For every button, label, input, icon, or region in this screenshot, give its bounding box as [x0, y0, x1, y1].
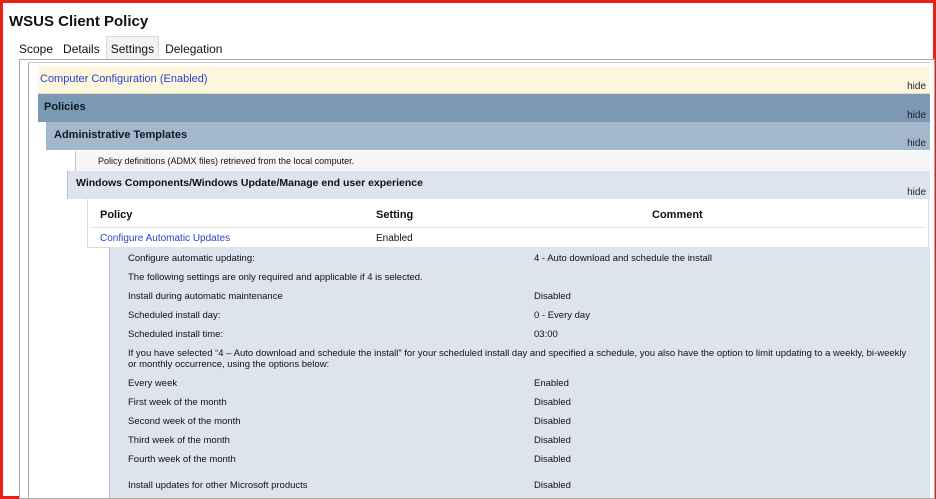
policies-header[interactable] [38, 94, 930, 122]
setting-row [128, 291, 920, 302]
setting-row [128, 310, 920, 321]
setting-label: Scheduled install day: [128, 310, 221, 321]
setting-label: Every week [128, 378, 178, 389]
settings-report-pane[interactable] [19, 59, 935, 499]
setting-label: Install during automatic maintenance [128, 291, 283, 302]
setting-value: 4 - Auto download and schedule the install [534, 253, 712, 264]
setting-value: Enabled [534, 378, 569, 389]
policies-label: Policies [44, 101, 86, 113]
windows-update-path-label: Windows Components/Windows Update/Manage end user experience [76, 177, 423, 189]
setting-value: Disabled [534, 397, 571, 408]
schedule-explanation: If you have selected “4 – Auto download and schedule the install” for your scheduled install day and specified a schedule, you also have the option to limit updating to a weekly, bi-weekly or monthly occurrence, using the options below: [128, 348, 907, 370]
setting-row [128, 435, 920, 446]
setting-label: Fourth week of the month [128, 454, 236, 465]
table-header-divider [92, 227, 924, 228]
tab-details[interactable]: Details [63, 42, 100, 56]
tab-settings[interactable]: Settings [106, 36, 159, 59]
tab-bar [15, 39, 228, 59]
policy-table [87, 199, 929, 248]
tab-scope[interactable]: Scope [19, 42, 54, 56]
setting-value: Disabled [534, 291, 571, 302]
setting-row [128, 416, 920, 427]
policy-setting-value: Enabled [376, 233, 413, 244]
policy-settings-detail [109, 247, 930, 498]
setting-row [128, 454, 920, 465]
configure-automatic-updates-link[interactable]: Configure Automatic Updates [100, 233, 231, 244]
setting-value: Disabled [534, 480, 571, 491]
policies-hide-link[interactable]: hide [907, 110, 926, 121]
setting-label: Second week of the month [128, 416, 241, 427]
report-body [28, 62, 930, 498]
setting-row [128, 378, 920, 389]
setting-value: Disabled [534, 454, 571, 465]
setting-row [128, 397, 920, 408]
computer-configuration-hide-link[interactable]: hide [907, 81, 926, 92]
setting-column-header: Setting [376, 209, 414, 221]
setting-label: Configure automatic updating: [128, 253, 255, 264]
setting-label: Third week of the month [128, 435, 230, 446]
setting-value: 0 - Every day [534, 310, 590, 321]
setting-row [128, 272, 920, 283]
window-title: WSUS Client Policy [9, 13, 149, 30]
comment-column-header: Comment [652, 209, 703, 221]
administrative-templates-label: Administrative Templates [54, 129, 188, 141]
windows-update-path-hide-link[interactable]: hide [907, 187, 926, 198]
administrative-templates-hide-link[interactable]: hide [907, 138, 926, 149]
windows-update-path-header[interactable] [67, 171, 930, 199]
computer-configuration-label: Computer Configuration (Enabled) [40, 73, 208, 85]
setting-row [128, 329, 920, 340]
setting-label: The following settings are only required and applicable if 4 is selected. [128, 272, 423, 283]
setting-label: Install updates for other Microsoft products [128, 480, 308, 491]
setting-row [128, 253, 920, 264]
admx-note [75, 151, 930, 171]
setting-value: Disabled [534, 416, 571, 427]
setting-label: First week of the month [128, 397, 227, 408]
computer-configuration-header[interactable] [38, 66, 930, 94]
administrative-templates-header[interactable] [46, 122, 930, 150]
setting-row [128, 480, 920, 491]
tab-delegation[interactable]: Delegation [165, 42, 223, 56]
policy-column-header: Policy [100, 209, 133, 221]
admx-note-text: Policy definitions (ADMX files) retrieved from the local computer. [98, 156, 355, 166]
setting-value: Disabled [534, 435, 571, 446]
setting-value: 03:00 [534, 329, 558, 340]
setting-label: Scheduled install time: [128, 329, 224, 340]
